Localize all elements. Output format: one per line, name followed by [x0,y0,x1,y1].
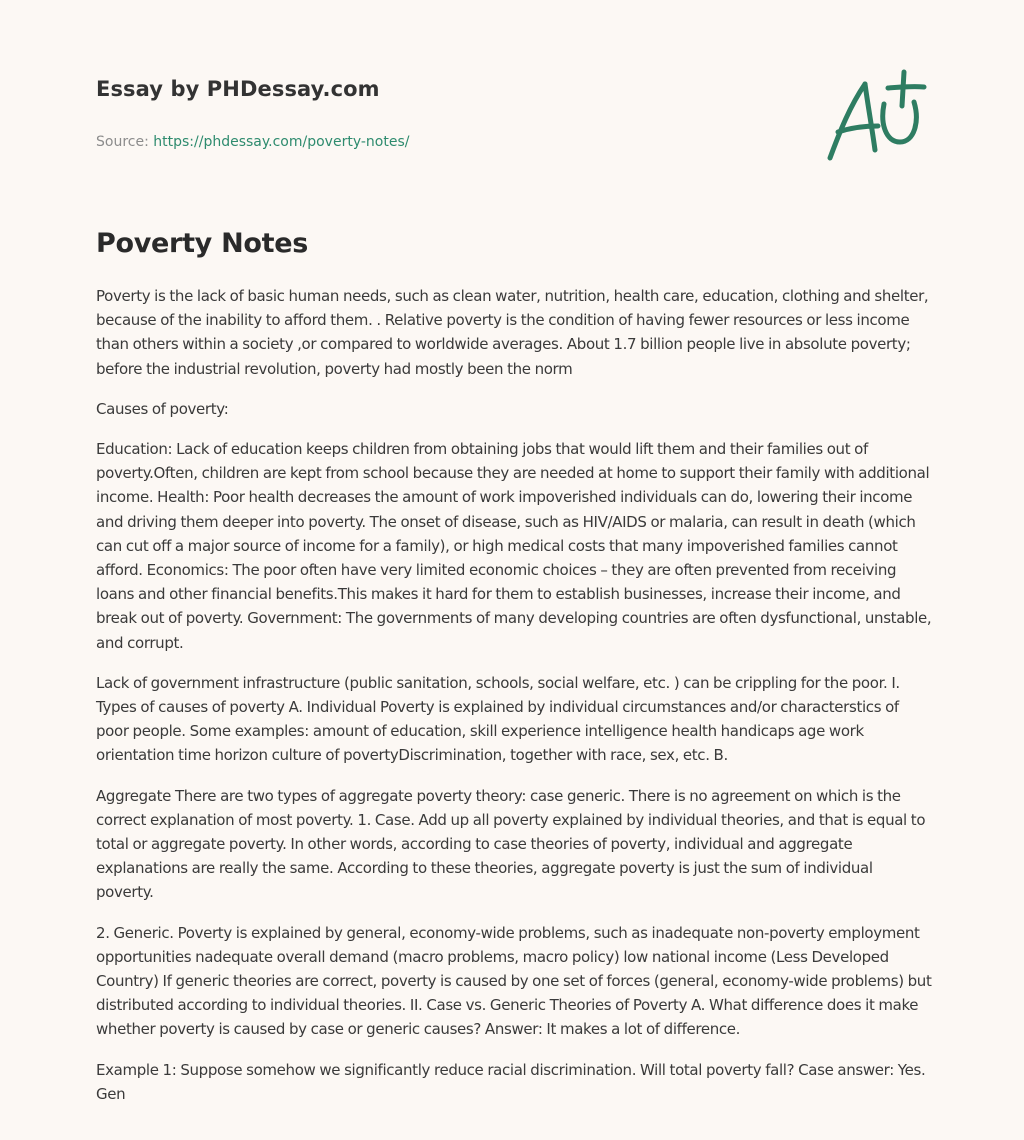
source-label: Source: [96,134,154,150]
paragraph: Lack of government infrastructure (public sanitation, schools, social welfare, etc. ) can be crippling for the poor. I. Types of causes of poverty A. Individual Poverty is explained by individual circumstances and/or characterstics of poor people. Some examples: amount of education, skill experience intelligence health handicaps age work orientation time horizon culture of povertyDiscrimination, together with race, sex, etc. B. [96,673,900,765]
paragraph: Aggregate There are two types of aggregate poverty theory: case generic. There is no agreement on which is the correct explanation of most poverty. 1. Case. Add up all poverty explained by individual theories, and that is equal to total or aggregate poverty. In other words, according to case theories of poverty, individual and aggregate explanations are really the same. According to these theories, aggregate poverty is just the sum of individual poverty. [96,786,926,902]
essay-body [96,284,932,1122]
paragraph: Example 1: Suppose somehow we significantly reduce racial discrimination. Will total poverty fall? Case answer: Yes. Gen [96,1060,926,1103]
a-plus-logo-icon [820,66,932,166]
page-title: Poverty Notes [96,228,309,259]
paragraph: Poverty is the lack of basic human needs, such as clean water, nutrition, health care, education, clothing and shelter, because of the inability to afford them. . Relative poverty is the condition of having fewer resources or less income than others within a society ,or compared to worldwide averages. About 1.7 billion people live in absolute poverty; before the industrial revolution, poverty had mostly been the norm [96,287,929,378]
source-link[interactable]: https://phdessay.com/poverty-notes/ [153,134,410,150]
source-line [96,132,696,152]
paragraph: Education: Lack of education keeps children from obtaining jobs that would lift them and their families out of poverty.Often, children are kept from school because they are needed at home to support their family with additional income. Health: Poor health decreases the amount of work impoverished individuals can do, lowering their income and driving them deeper into poverty. The onset of disease, such as HIV/AIDS or malaria, can result in death (which can cut off a major source of income for a family), or high medical costs that many impoverished families cannot afford. Economics: The poor often have very limited economic choices – they are often prevented from receiving loans and other financial benefits.This makes it hard for them to establish businesses, increase their income, and break out of poverty. Government: The governments of many developing countries are often dysfunctional, unstable, and corrupt. [96,440,932,652]
paragraph: Causes of poverty: [96,399,229,418]
site-brand: Essay by PHDessay.com [96,77,380,101]
paragraph: 2. Generic. Poverty is explained by general, economy-wide problems, such as inadequate non-poverty employment opportunities nadequate overall demand (macro problems, macro policy) low national income (Less Developed Country) If generic theories are correct, poverty is caused by one set of forces (general, economy-wide problems) but distributed according to individual theories. II. Case vs. Generic Theories of Poverty A. What difference does it make whether poverty is caused by case or generic causes? Answer: It makes a lot of difference. [96,923,932,1039]
essay-header [96,74,696,152]
